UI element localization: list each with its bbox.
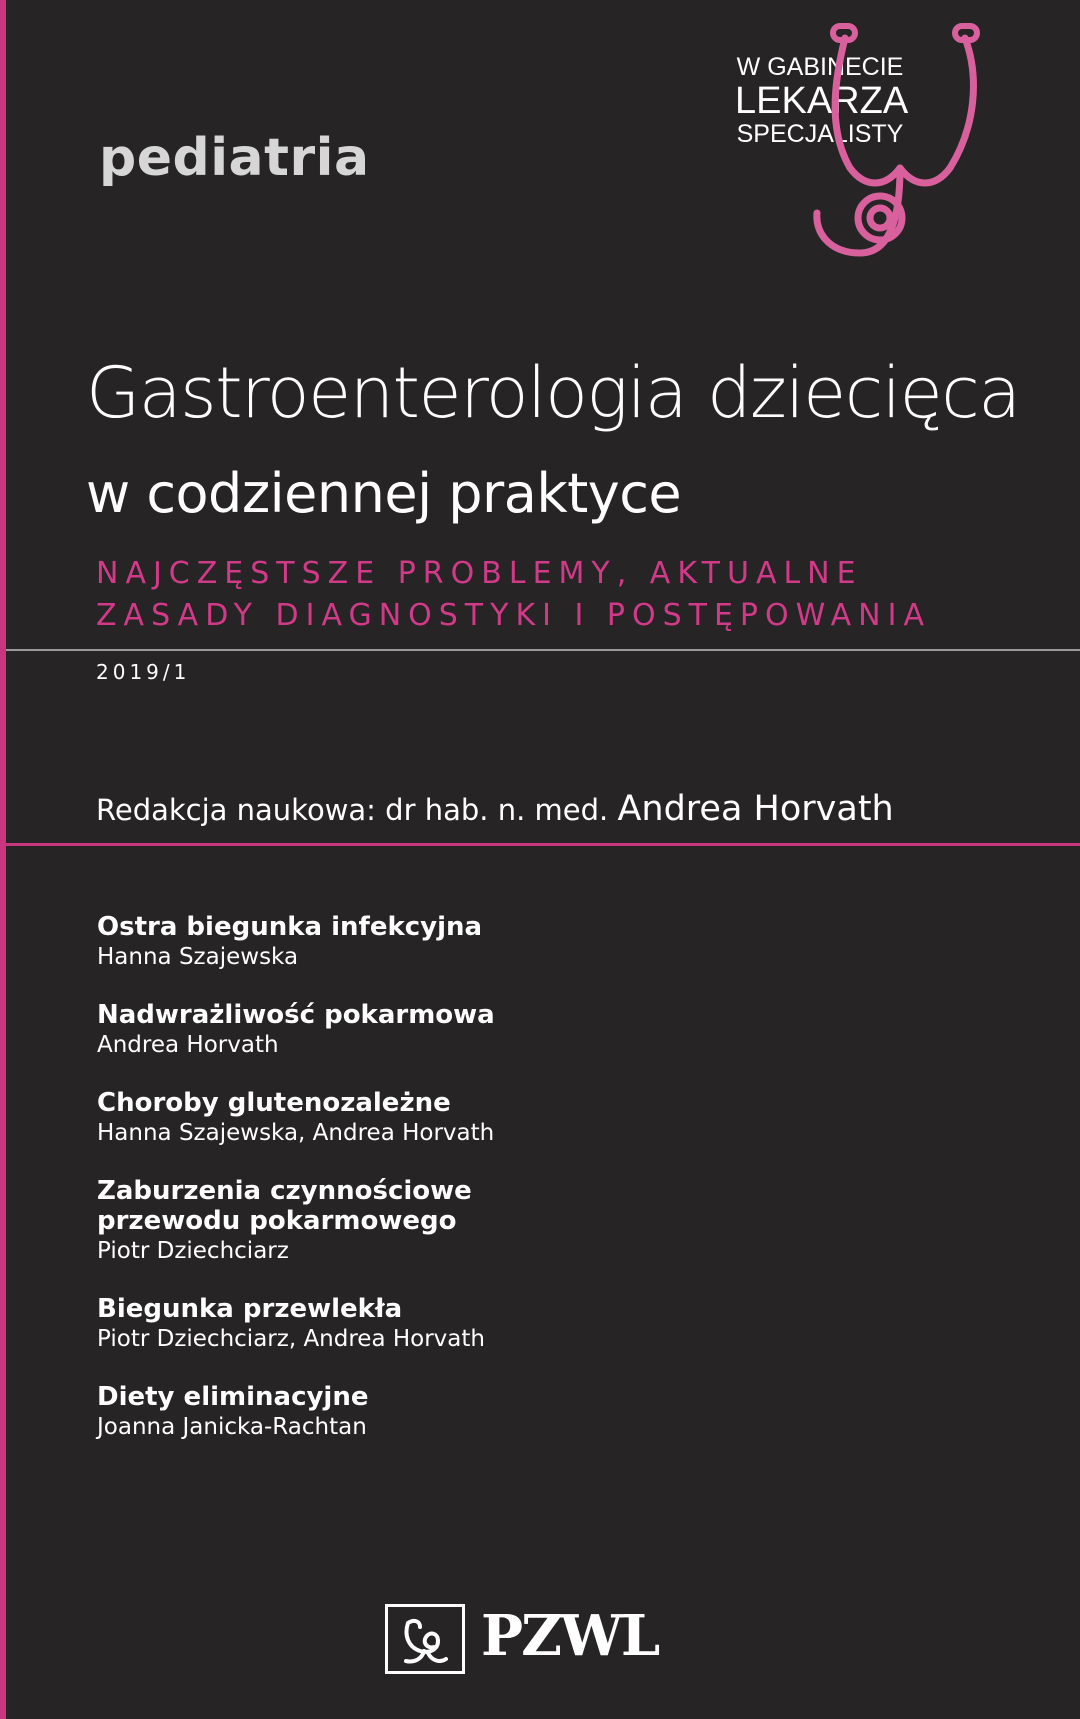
toc-item — [97, 1176, 797, 1266]
accent-divider — [6, 843, 1080, 846]
publisher-name: PZWL — [481, 1603, 659, 1669]
badge-line-2: LEKARZA — [735, 80, 909, 122]
toc-item-title: Zaburzenia czynnościowe przewodu pokarmowego — [97, 1176, 472, 1236]
editor-name: Andrea Horvath — [617, 789, 894, 829]
book-title: Gastroenterologia dziecięca — [86, 352, 1020, 434]
accent-side-bar — [0, 0, 6, 1719]
toc-item-title: Choroby glutenozależne — [97, 1088, 451, 1118]
editor-prefix: Redakcja naukowa: dr hab. n. med. — [96, 793, 609, 827]
badge-line-1: W GABINECIE — [736, 53, 904, 81]
toc-item-author: Piotr Dziechciarz — [97, 1238, 289, 1264]
toc-item-author: Hanna Szajewska, Andrea Horvath — [97, 1120, 495, 1146]
toc-item — [97, 1088, 797, 1148]
toc-item — [97, 1000, 797, 1060]
toc-item — [97, 912, 797, 972]
tagline-line-2: ZASADY DIAGNOSTYKI I POSTĘPOWANIA — [96, 598, 931, 633]
divider — [6, 649, 1080, 651]
publisher-logo-icon — [385, 1604, 465, 1674]
series-label: pediatria — [99, 128, 370, 188]
toc-item-title: Biegunka przewlekła — [97, 1294, 403, 1324]
publisher-logo — [385, 1603, 659, 1679]
tagline — [96, 553, 931, 637]
toc-item-title: Nadwrażliwość pokarmowa — [97, 1000, 495, 1030]
tagline-line-1: NAJCZĘSTSZE PROBLEMY, AKTUALNE — [96, 556, 863, 591]
book-subtitle: w codziennej praktyce — [86, 462, 682, 525]
toc-item-author: Piotr Dziechciarz, Andrea Horvath — [97, 1326, 485, 1352]
edition-label: 2019/1 — [96, 660, 191, 684]
editor-line — [96, 789, 894, 829]
toc-item-author: Joanna Janicka-Rachtan — [97, 1414, 367, 1440]
toc-item — [97, 1294, 797, 1354]
toc-item-author: Hanna Szajewska — [97, 944, 299, 970]
toc-item-title: Diety eliminacyjne — [97, 1382, 369, 1412]
badge-line-3: SPECJALISTY — [736, 120, 904, 148]
stethoscope-icon — [805, 18, 1035, 268]
toc-item-title: Ostra biegunka infekcyjna — [97, 912, 483, 942]
toc-item-author: Andrea Horvath — [97, 1032, 279, 1058]
toc-item — [97, 1382, 797, 1442]
